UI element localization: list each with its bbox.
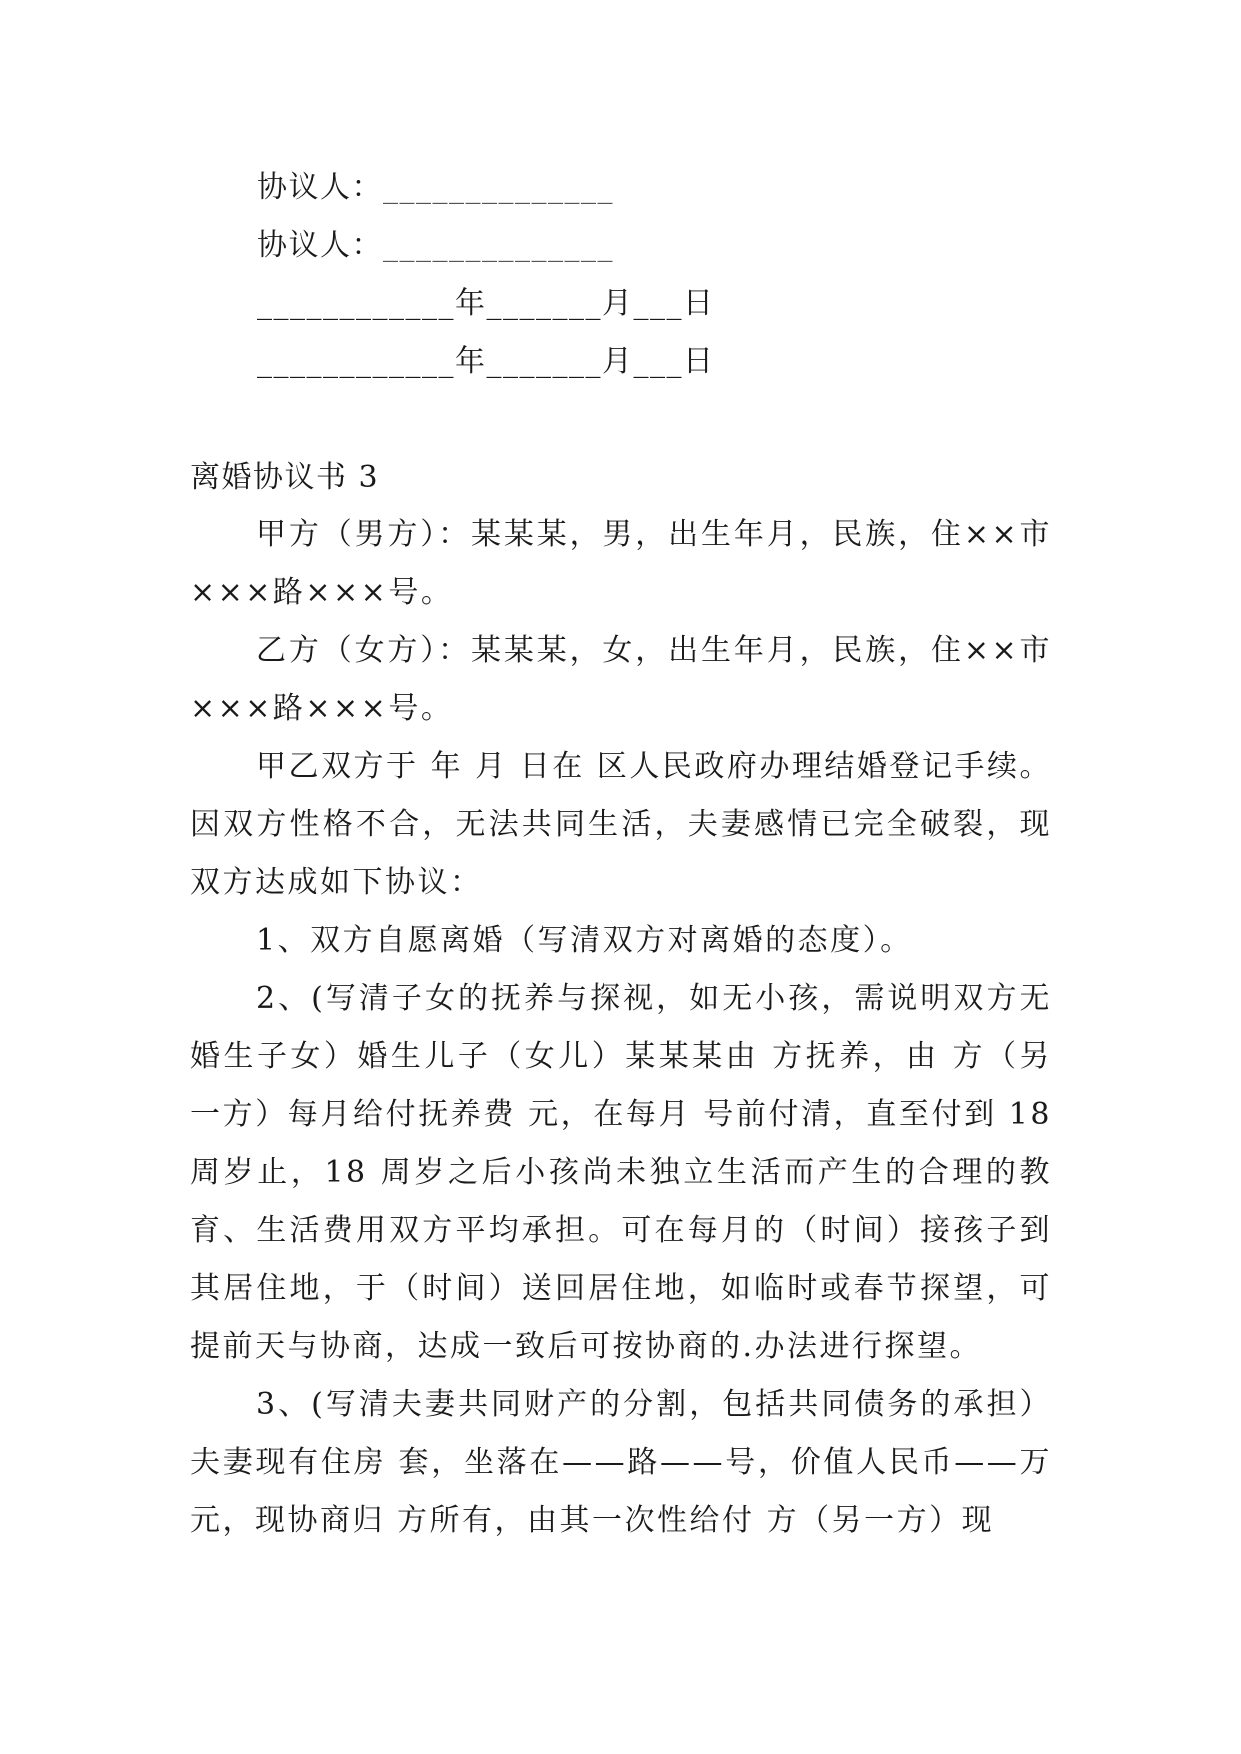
party-a-paragraph: 甲方（男方）：某某某，男，出生年月，民族，住××市×××路×××号。 — [190, 517, 1052, 610]
party-label: 协议人： — [257, 228, 383, 263]
party-blank: ______________ — [383, 170, 614, 205]
date-line-1: ____________年_______月___日 — [257, 286, 715, 321]
signature-line-1 — [257, 168, 614, 208]
agreement-body — [190, 506, 1052, 1550]
signature-line-2 — [257, 226, 614, 266]
party-b-paragraph: 乙方（女方）：某某某，女，出生年月，民族，住××市×××路×××号。 — [190, 633, 1052, 726]
party-label: 协议人： — [257, 170, 383, 205]
date-line-2: ____________年_______月___日 — [257, 344, 715, 379]
clause-2-paragraph: 2、(写清子女的抚养与探视，如无小孩，需说明双方无婚生子女）婚生儿子（女儿）某某某由 方抚养，由 方（另一方）每月给付抚养费 元，在每月 号前付清，直至付到 18 周岁止，18 周岁之后小孩尚未独立生活而产生的合理的教育、生活费用双方平均承担。可在每月的（时间）接孩子到其居住地，于（时间）送回居住地，如临时或春节探望，可提前天与协商，达成一致后可按协商的.办法进行探望。 — [190, 981, 1052, 1364]
marriage-paragraph: 甲乙双方于 年 月 日在 区人民政府办理结婚登记手续。因双方性格不合，无法共同生活，夫妻感情已完全破裂，现双方达成如下协议： — [190, 749, 1052, 900]
clause-3-paragraph: 3、(写清夫妻共同财产的分割，包括共同债务的承担）夫妻现有住房 套，坐落在——路——号，价值人民币——万元，现协商归 方所有，由其一次性给付 方（另一方）现 — [190, 1387, 1052, 1538]
clause-1-paragraph: 1、双方自愿离婚（写清双方对离婚的态度）。 — [256, 923, 913, 958]
section-heading: 离婚协议书 3 — [190, 460, 380, 495]
party-blank: ______________ — [383, 228, 614, 263]
